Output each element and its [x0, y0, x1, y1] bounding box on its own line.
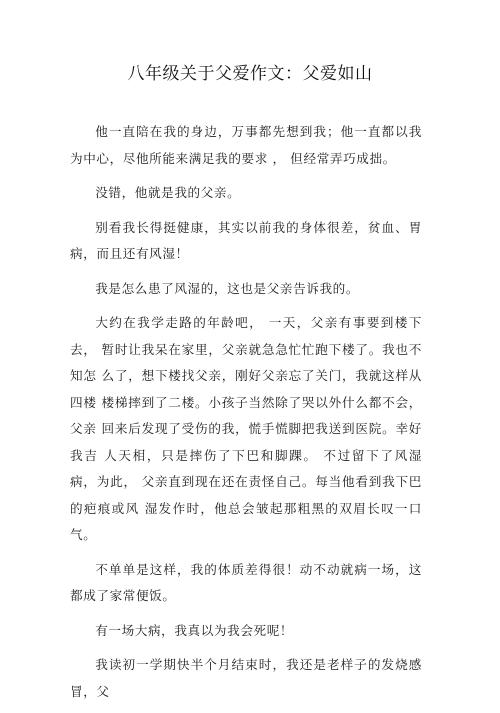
paragraph: 有一场大病，我真以为我会死呢！ — [95, 622, 294, 638]
paragraph: 大约在我学走路的年龄吧， 一天，父亲有事要到楼下去， 暂时让我呆在家里，父亲就急急忙忙跑下楼了。我也不知怎 么了，想下楼找父亲，刚好父亲忘了关门，我就这样从四楼 楼梯摔到了二楼。小孩子当然除了哭以外什么都不会，父亲 回来后发现了受伤的我，慌手慌脚把我送到医院。幸好我吉 人天相，只是摔伤了下巴和脚踝。 不过留下了风湿病，为此， 父亲直到现在还在责怪自己。每当他看到我下巴的疤痕或风 湿发作时，他总会皱起那粗黑的双眉长叹一口气。 — [70, 315, 422, 542]
paragraph: 别看我长得挺健康，其实以前我的身体很差，贫血、胃 病，而且还有风湿！ — [70, 219, 422, 261]
paragraph: 他一直陪在我的身边，万事都先想到我；他一直都以我 为中心，尽他所能来满足我的要求 ， 但经常弄巧成拙。 — [70, 124, 422, 166]
article-body — [70, 119, 422, 713]
paragraph: 我是怎么患了风湿的，这也是父亲告诉我的。 — [95, 280, 360, 296]
paragraph: 没错，他就是我的父亲。 — [95, 185, 241, 200]
paragraph: 我读初一学期快半个月结束时，我还是老样子的发烧感 冒，父 — [70, 657, 422, 699]
page-title: 八年级关于父爱作文：父爱如山 — [127, 64, 373, 84]
paragraph: 不单单是这样，我的体质差得很！动不动就病一场，这 都成了家常便饭。 — [70, 561, 422, 603]
